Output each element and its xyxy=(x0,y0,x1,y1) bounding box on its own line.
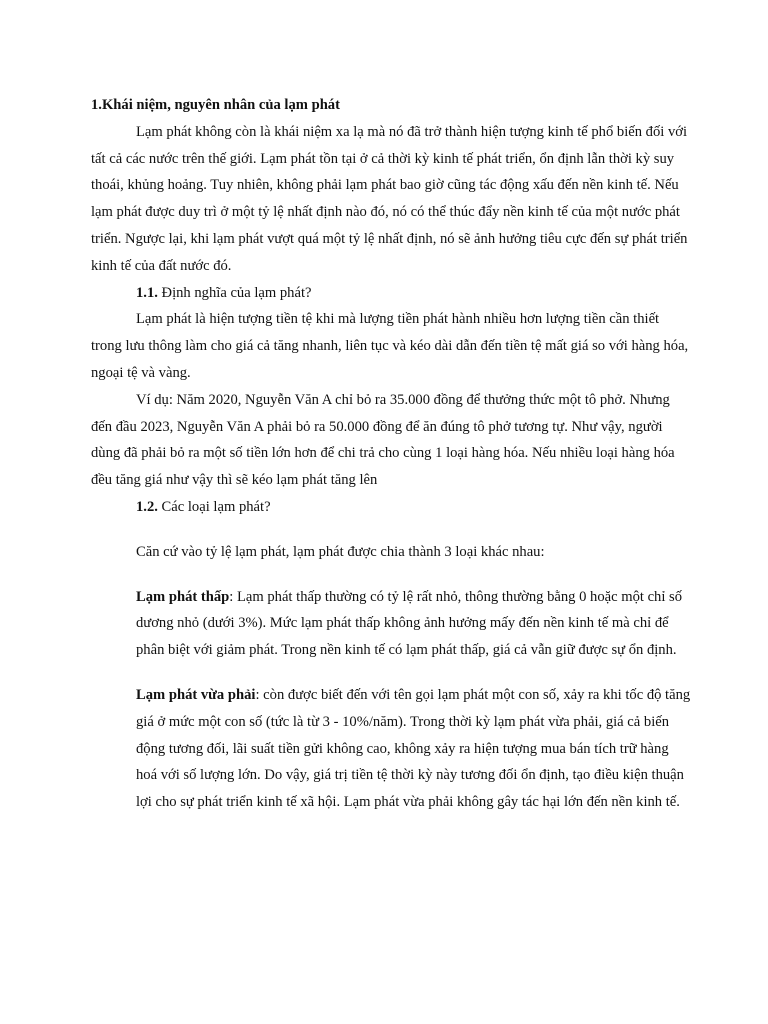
subsection-heading-2 xyxy=(91,494,691,521)
definition-paragraph: Lạm phát là hiện tượng tiền tệ khi mà lượng tiền phát hành nhiều hơn lượng tiền cần thiết trong lưu thông làm cho giá cả tăng nhanh, liên tục và kéo dài dẫn đến tiền tệ mất giá so với hàng hóa, ngoại tệ và vàng. xyxy=(91,311,689,381)
section-title: 1.Khái niệm, nguyên nhân của lạm phát xyxy=(91,97,340,113)
subsection-number-1: 1.1. xyxy=(136,284,158,301)
document-page xyxy=(91,92,691,816)
inflation-type-low-term: Lạm phát thấp xyxy=(136,588,230,605)
intro-paragraph: Lạm phát không còn là khái niệm xa lạ mà nó đã trở thành hiện tượng kinh tế phổ biến đối với tất cả các nước trên thế giới. Lạm phát tồn tại ở cả thời kỳ kinh tế phát triển, ổn định lẫn thời kỳ suy thoái, khủng hoảng. Tuy nhiên, không phải lạm phát bao giờ cũng tác động xấu đến nền kinh tế. Nếu lạm phát được duy trì ở một tỷ lệ nhất định nào đó, nó có thể thúc đẩy nền kinh tế của một nước phát triển. Ngược lại, khi lạm phát vượt quá một tỷ lệ nhất định, nó sẽ ảnh hưởng tiêu cực đến sự phát triển kinh tế của đất nước đó. xyxy=(91,123,688,274)
inflation-type-low-description: : Lạm phát thấp thường có tỷ lệ rất nhỏ, thông thường bằng 0 hoặc một chỉ số dương nhỏ (dưới 3%). Mức lạm phát thấp không ảnh hưởng mấy đến nền kinh tế mà chỉ để phân biệt với giảm phát. Trong nền kinh tế có lạm phát thấp, giá cả vẫn giữ được sự ổn định. xyxy=(136,588,683,659)
inflation-type-low xyxy=(91,584,691,664)
inflation-type-moderate xyxy=(91,682,691,816)
inflation-type-moderate-term: Lạm phát vừa phải xyxy=(136,686,256,703)
subsection-title-2: Các loại lạm phát? xyxy=(157,498,271,515)
subsection-heading-1 xyxy=(91,280,691,307)
classification-intro: Căn cứ vào tỷ lệ lạm phát, lạm phát được chia thành 3 loại khác nhau: xyxy=(136,543,545,560)
subsection-title-1: Định nghĩa của lạm phát? xyxy=(157,284,312,301)
subsection-number-2: 1.2. xyxy=(136,498,158,515)
example-paragraph: Ví dụ: Năm 2020, Nguyễn Văn A chỉ bỏ ra 35.000 đồng để thưởng thức một tô phở. Nhưng đến đầu 2023, Nguyễn Văn A phải bỏ ra 50.000 đồng để ăn đúng tô phở tương tự. Như vậy, người dùng đã phải bỏ ra một số tiền lớn hơn để chi trả cho cùng 1 loại hàng hóa. Nếu nhiều loại hàng hóa đều tăng giá như vậy thì sẽ kéo lạm phát tăng lên xyxy=(91,391,675,489)
inflation-type-moderate-description: : còn được biết đến với tên gọi lạm phát một con số, xảy ra khi tốc độ tăng giá ở mức một con số (tức là từ 3 - 10%/năm). Trong thời kỳ lạm phát vừa phải, giá cả biến động tương đối, lãi suất tiền gửi không cao, không xảy ra hiện tượng mua bán tích trữ hàng hoá với số lượng lớn. Do vậy, giá trị tiền tệ thời kỳ này tương đối ổn định, tạo điều kiện thuận lợi cho sự phát triển kinh tế xã hội. Lạm phát vừa phải không gây tác hại lớn đến nền kinh tế. xyxy=(136,686,691,811)
